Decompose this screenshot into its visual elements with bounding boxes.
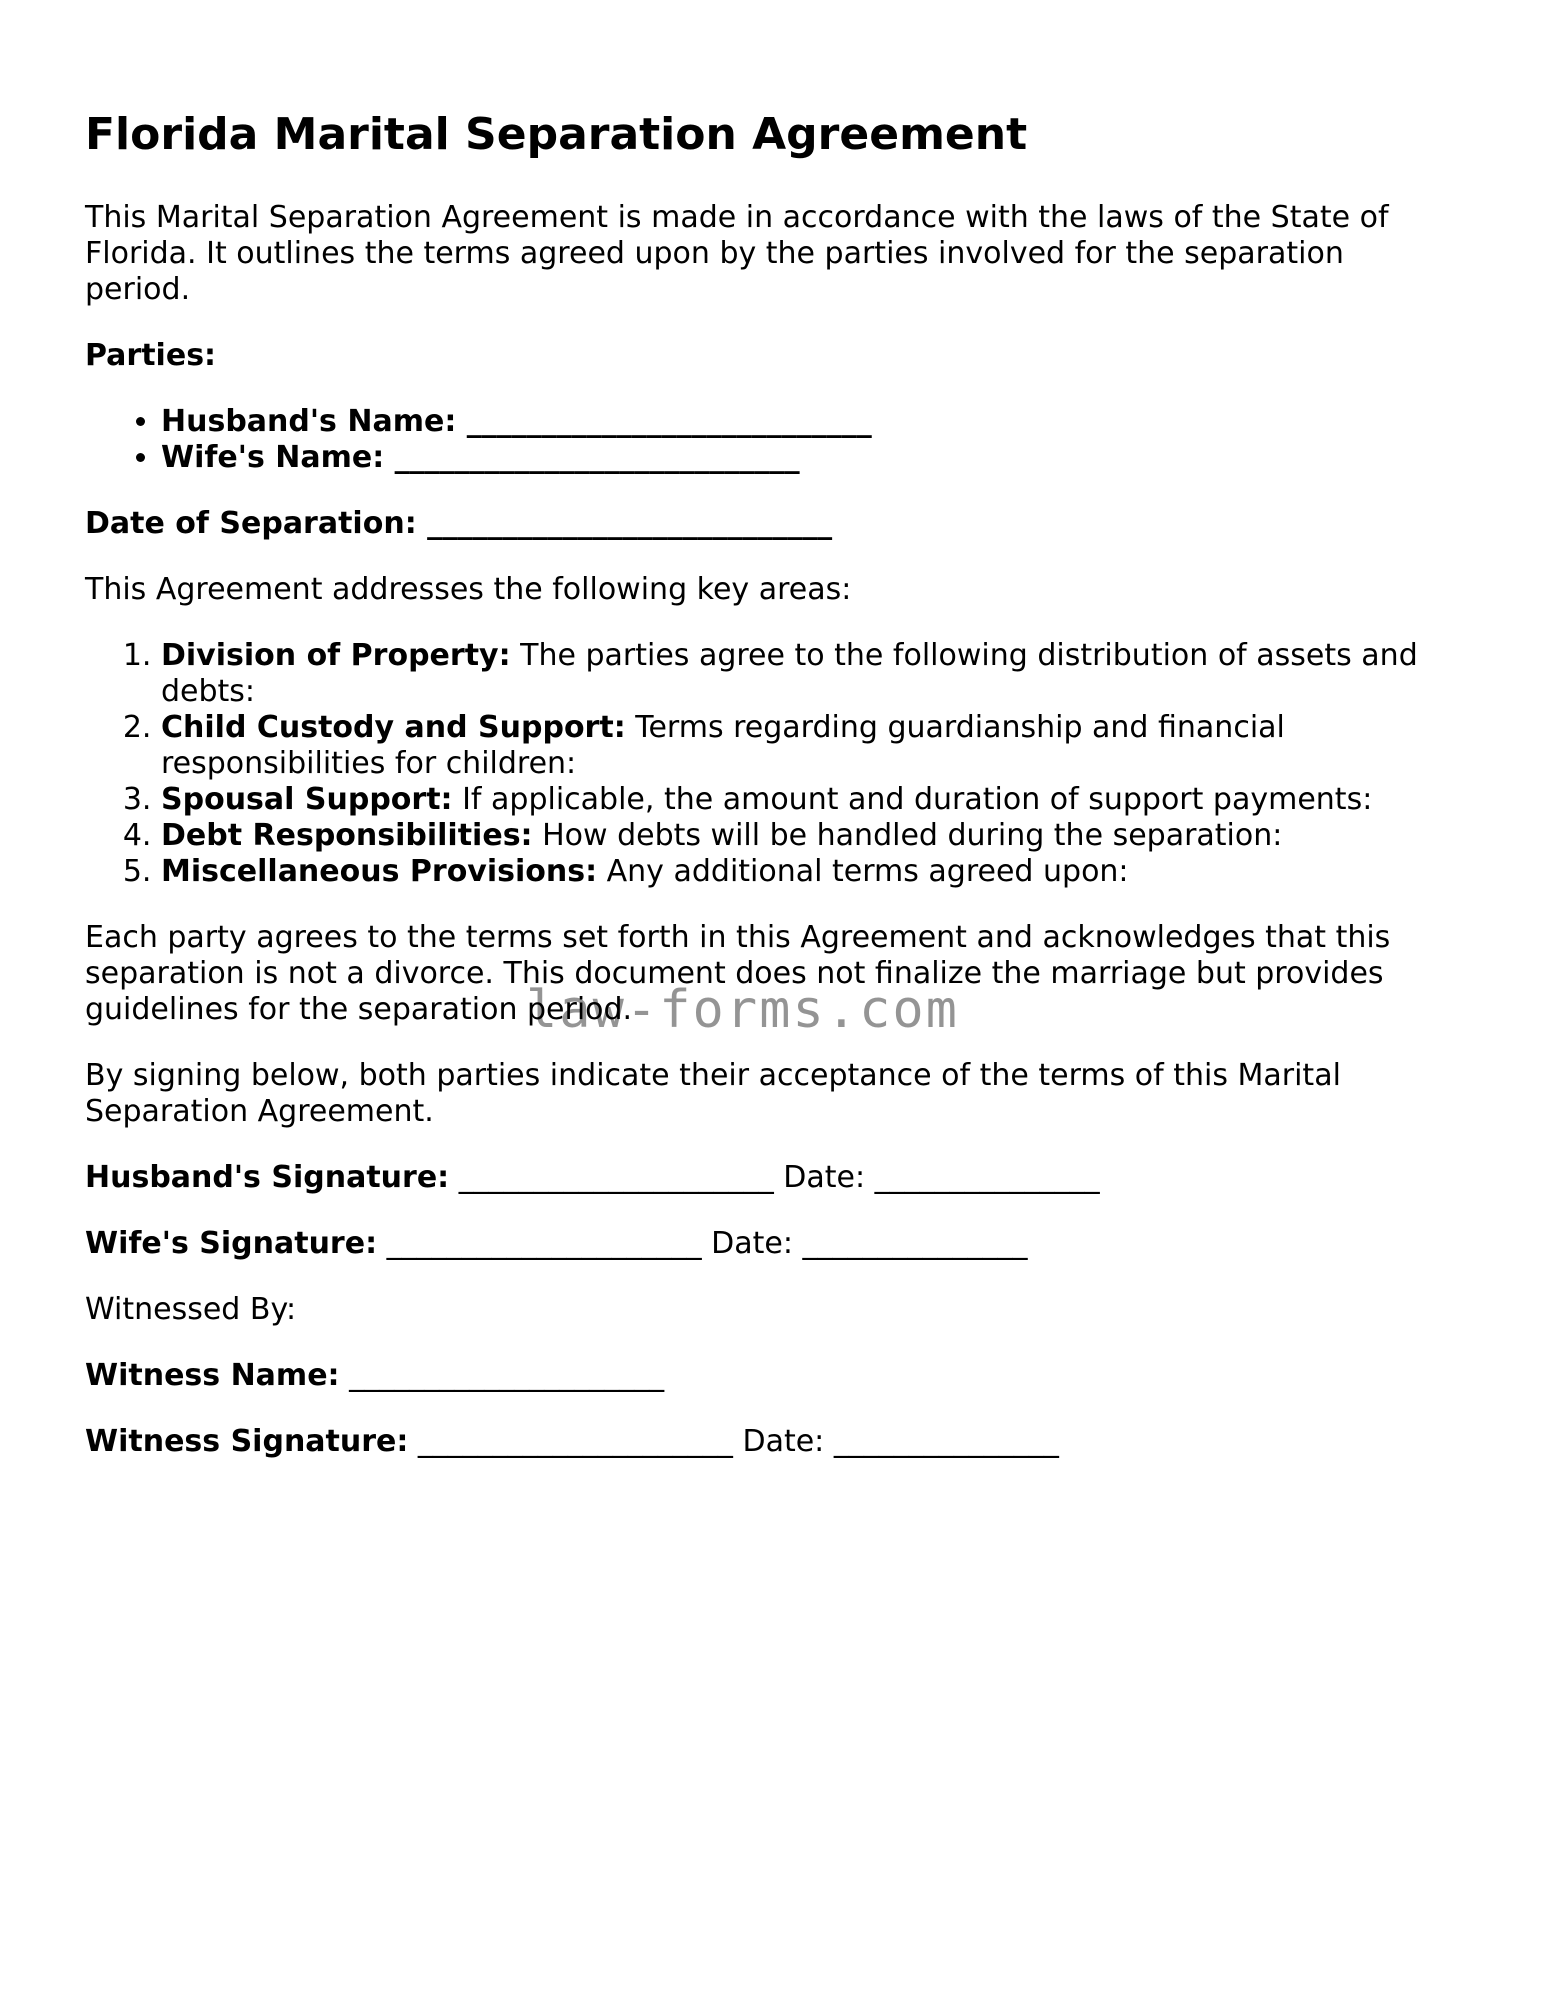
wife-signature-blank: _____________________ <box>377 1226 702 1261</box>
area-label: Miscellaneous Provisions: <box>161 854 598 889</box>
wife-signature-label: Wife's Signature: <box>85 1226 378 1261</box>
witness-signature-line <box>85 1424 1445 1460</box>
wife-name-label: Wife's Name: <box>161 440 385 475</box>
list-item <box>161 710 1445 782</box>
watermark-text: law-forms.com <box>526 980 959 1040</box>
husband-name-label: Husband's Name: <box>161 404 457 439</box>
area-text: Any additional terms agreed upon: <box>597 854 1129 889</box>
list-item <box>161 818 1445 854</box>
list-item <box>161 404 1445 440</box>
husband-signature-date: Date: _______________ <box>773 1160 1100 1195</box>
husband-signature-blank: _____________________ <box>449 1160 774 1195</box>
wife-name-blank: ___________________________ <box>384 440 800 475</box>
witness-signature-blank: _____________________ <box>408 1424 733 1459</box>
acknowledgement-paragraph: Each party agrees to the terms set forth in this Agreement and acknowledges that this separation is not a divorce. This document does not finalize the marriage but provides guidelines for the separation period. <box>85 920 1391 1027</box>
key-areas-list <box>85 638 1445 890</box>
parties-heading: Parties: <box>85 338 217 373</box>
signing-statement: By signing below, both parties indicate their acceptance of the terms of this Marital Separation Agreement. <box>85 1058 1341 1129</box>
document-page <box>85 98 1445 1490</box>
area-text: The parties agree to the following distribution of assets and debts: <box>161 638 1418 709</box>
area-text: Terms regarding guardianship and financial responsibilities for children: <box>161 710 1285 781</box>
area-text: If applicable, the amount and duration of support payments: <box>452 782 1373 817</box>
list-item <box>161 638 1445 710</box>
date-of-separation <box>85 506 1445 542</box>
wife-signature-line <box>85 1226 1445 1262</box>
area-label: Spousal Support: <box>161 782 453 817</box>
wife-signature-date: Date: _______________ <box>701 1226 1028 1261</box>
date-of-separation-blank: ___________________________ <box>416 506 833 541</box>
date-of-separation-label: Date of Separation: <box>85 506 417 541</box>
area-text: How debts will be handled during the separation: <box>532 818 1283 853</box>
witnessed-by: Witnessed By: <box>85 1292 297 1327</box>
parties-list <box>85 404 1445 476</box>
area-label: Child Custody and Support: <box>161 710 626 745</box>
document-title: Florida Marital Separation Agreement <box>85 109 1028 160</box>
husband-name-blank: ___________________________ <box>456 404 872 439</box>
witness-signature-date: Date: _______________ <box>732 1424 1059 1459</box>
area-label: Debt Responsibilities: <box>161 818 533 853</box>
witness-name-line <box>85 1358 1445 1394</box>
list-item <box>161 854 1445 890</box>
witness-name-blank: _____________________ <box>339 1358 665 1393</box>
husband-signature-line <box>85 1160 1445 1196</box>
list-item <box>161 440 1445 476</box>
list-item <box>161 782 1445 818</box>
witness-name-label: Witness Name: <box>85 1358 340 1393</box>
areas-intro: This Agreement addresses the following key areas: <box>85 572 852 607</box>
husband-signature-label: Husband's Signature: <box>85 1160 450 1195</box>
witness-signature-label: Witness Signature: <box>85 1424 409 1459</box>
area-label: Division of Property: <box>161 638 511 673</box>
intro-paragraph: This Marital Separation Agreement is made in accordance with the laws of the State of Florida. It outlines the terms agreed upon by the parties involved for the separation period. <box>85 200 1389 307</box>
